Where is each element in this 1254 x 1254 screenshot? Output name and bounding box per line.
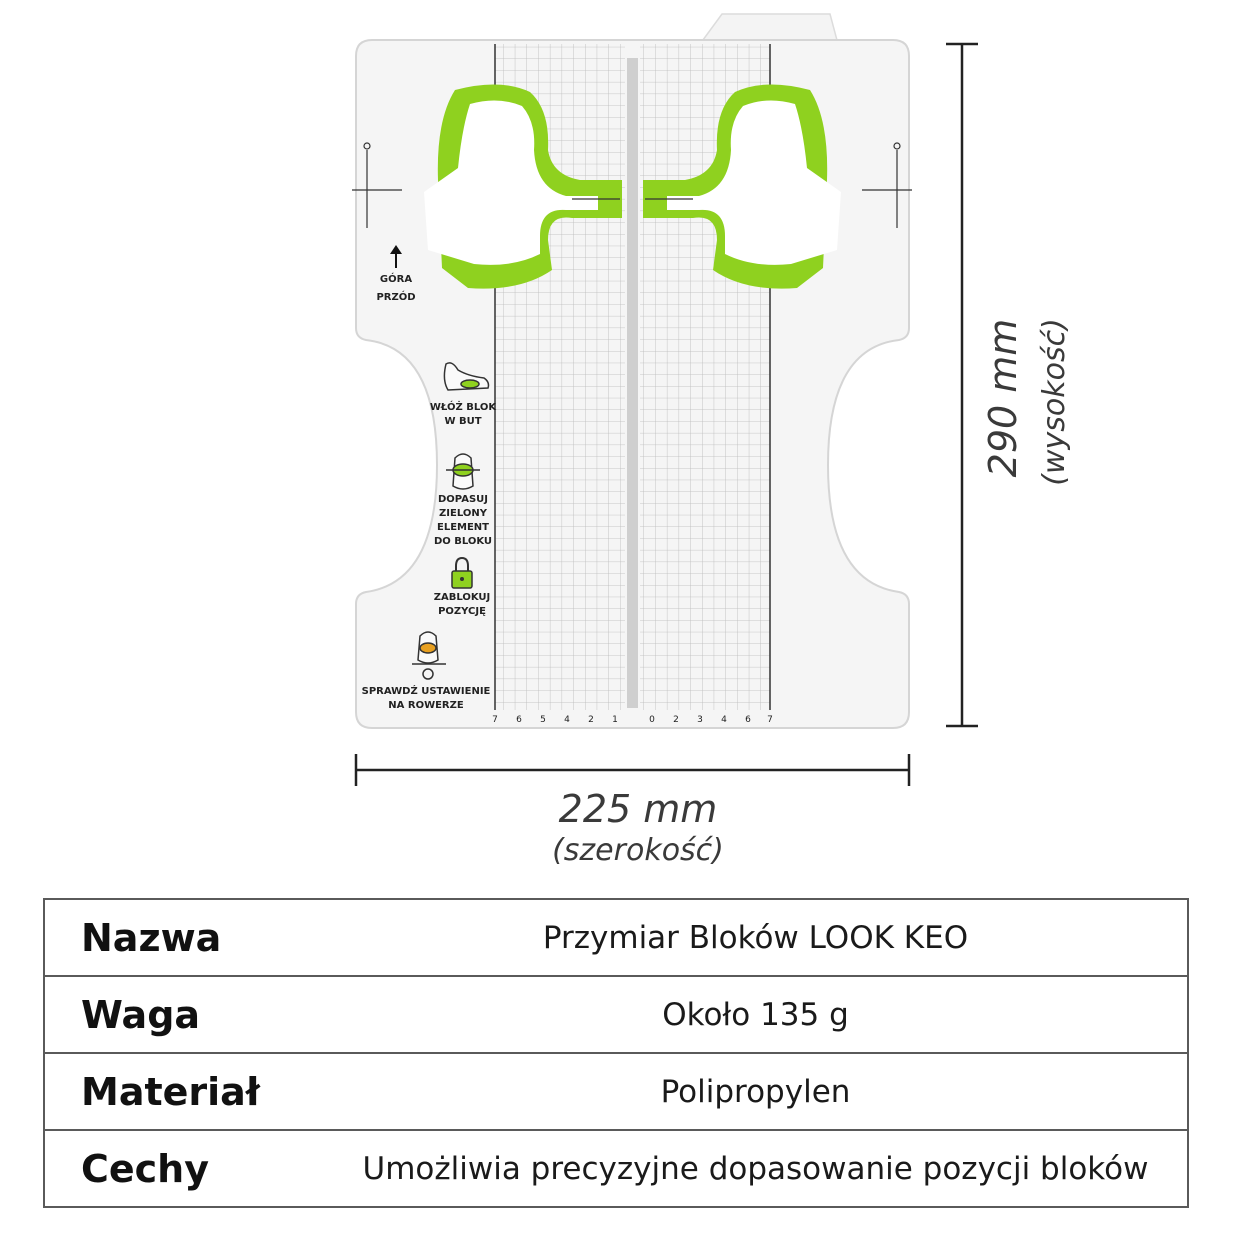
left-scale-tick: 4 (564, 715, 570, 725)
step2-line4: DO BLOKU (433, 536, 493, 547)
step2-line2: ZIELONY (439, 508, 487, 519)
spec-key-material: Materiał (44, 1053, 324, 1130)
step2-line1: DOPASUJ (438, 494, 488, 505)
table-row (44, 1130, 1188, 1207)
center-slit (627, 58, 638, 708)
width-label: (szerokość) (552, 833, 724, 868)
spec-value-weight: Około 135 g (324, 976, 1188, 1053)
table-row (44, 976, 1188, 1053)
spec-value-name: Przymiar Bloków LOOK KEO (324, 899, 1188, 976)
left-scale-tick: 6 (516, 715, 522, 725)
step4-line1: SPRAWDŹ USTAWIENIE (361, 686, 491, 697)
right-scale-tick: 7 (767, 715, 773, 725)
spec-key-name: Nazwa (44, 899, 324, 976)
right-scale-tick: 0 (649, 715, 655, 725)
height-dimension-line (946, 44, 978, 726)
spec-table (43, 898, 1189, 1208)
direction-line2: PRZÓD (376, 292, 416, 303)
step4-line2: NA ROWERZE (388, 700, 464, 711)
step2-line3: ELEMENT (436, 522, 490, 533)
left-scale-tick: 5 (540, 715, 546, 725)
height-label: (wysokość) (1037, 318, 1072, 486)
width-value: 225 mm (558, 787, 718, 831)
right-scale-tick: 6 (745, 715, 751, 725)
spec-value-material: Polipropylen (324, 1053, 1188, 1130)
step3-line2: POZYCJĘ (438, 606, 486, 617)
step1-line1: WŁÓŻ BLOK (429, 402, 497, 413)
height-value: 290 mm (981, 318, 1025, 478)
spec-value-features: Umożliwia precyzyjne dopasowanie pozycji bloków (324, 1130, 1188, 1207)
left-scale-tick: 2 (588, 715, 594, 725)
right-scale-tick: 2 (673, 715, 679, 725)
direction-line1: GÓRA (379, 274, 413, 285)
step1-line2: W BUT (444, 416, 482, 427)
right-scale-tick: 3 (697, 715, 703, 725)
right-scale-tick: 4 (721, 715, 727, 725)
table-row (44, 1053, 1188, 1130)
left-scale-tick: 1 (612, 715, 618, 725)
width-dimension-line (356, 754, 909, 786)
left-scale-tick: 7 (492, 715, 498, 725)
spec-key-features: Cechy (44, 1130, 324, 1207)
step3-line1: ZABLOKUJ (433, 592, 491, 603)
spec-key-weight: Waga (44, 976, 324, 1053)
table-row (44, 899, 1188, 976)
